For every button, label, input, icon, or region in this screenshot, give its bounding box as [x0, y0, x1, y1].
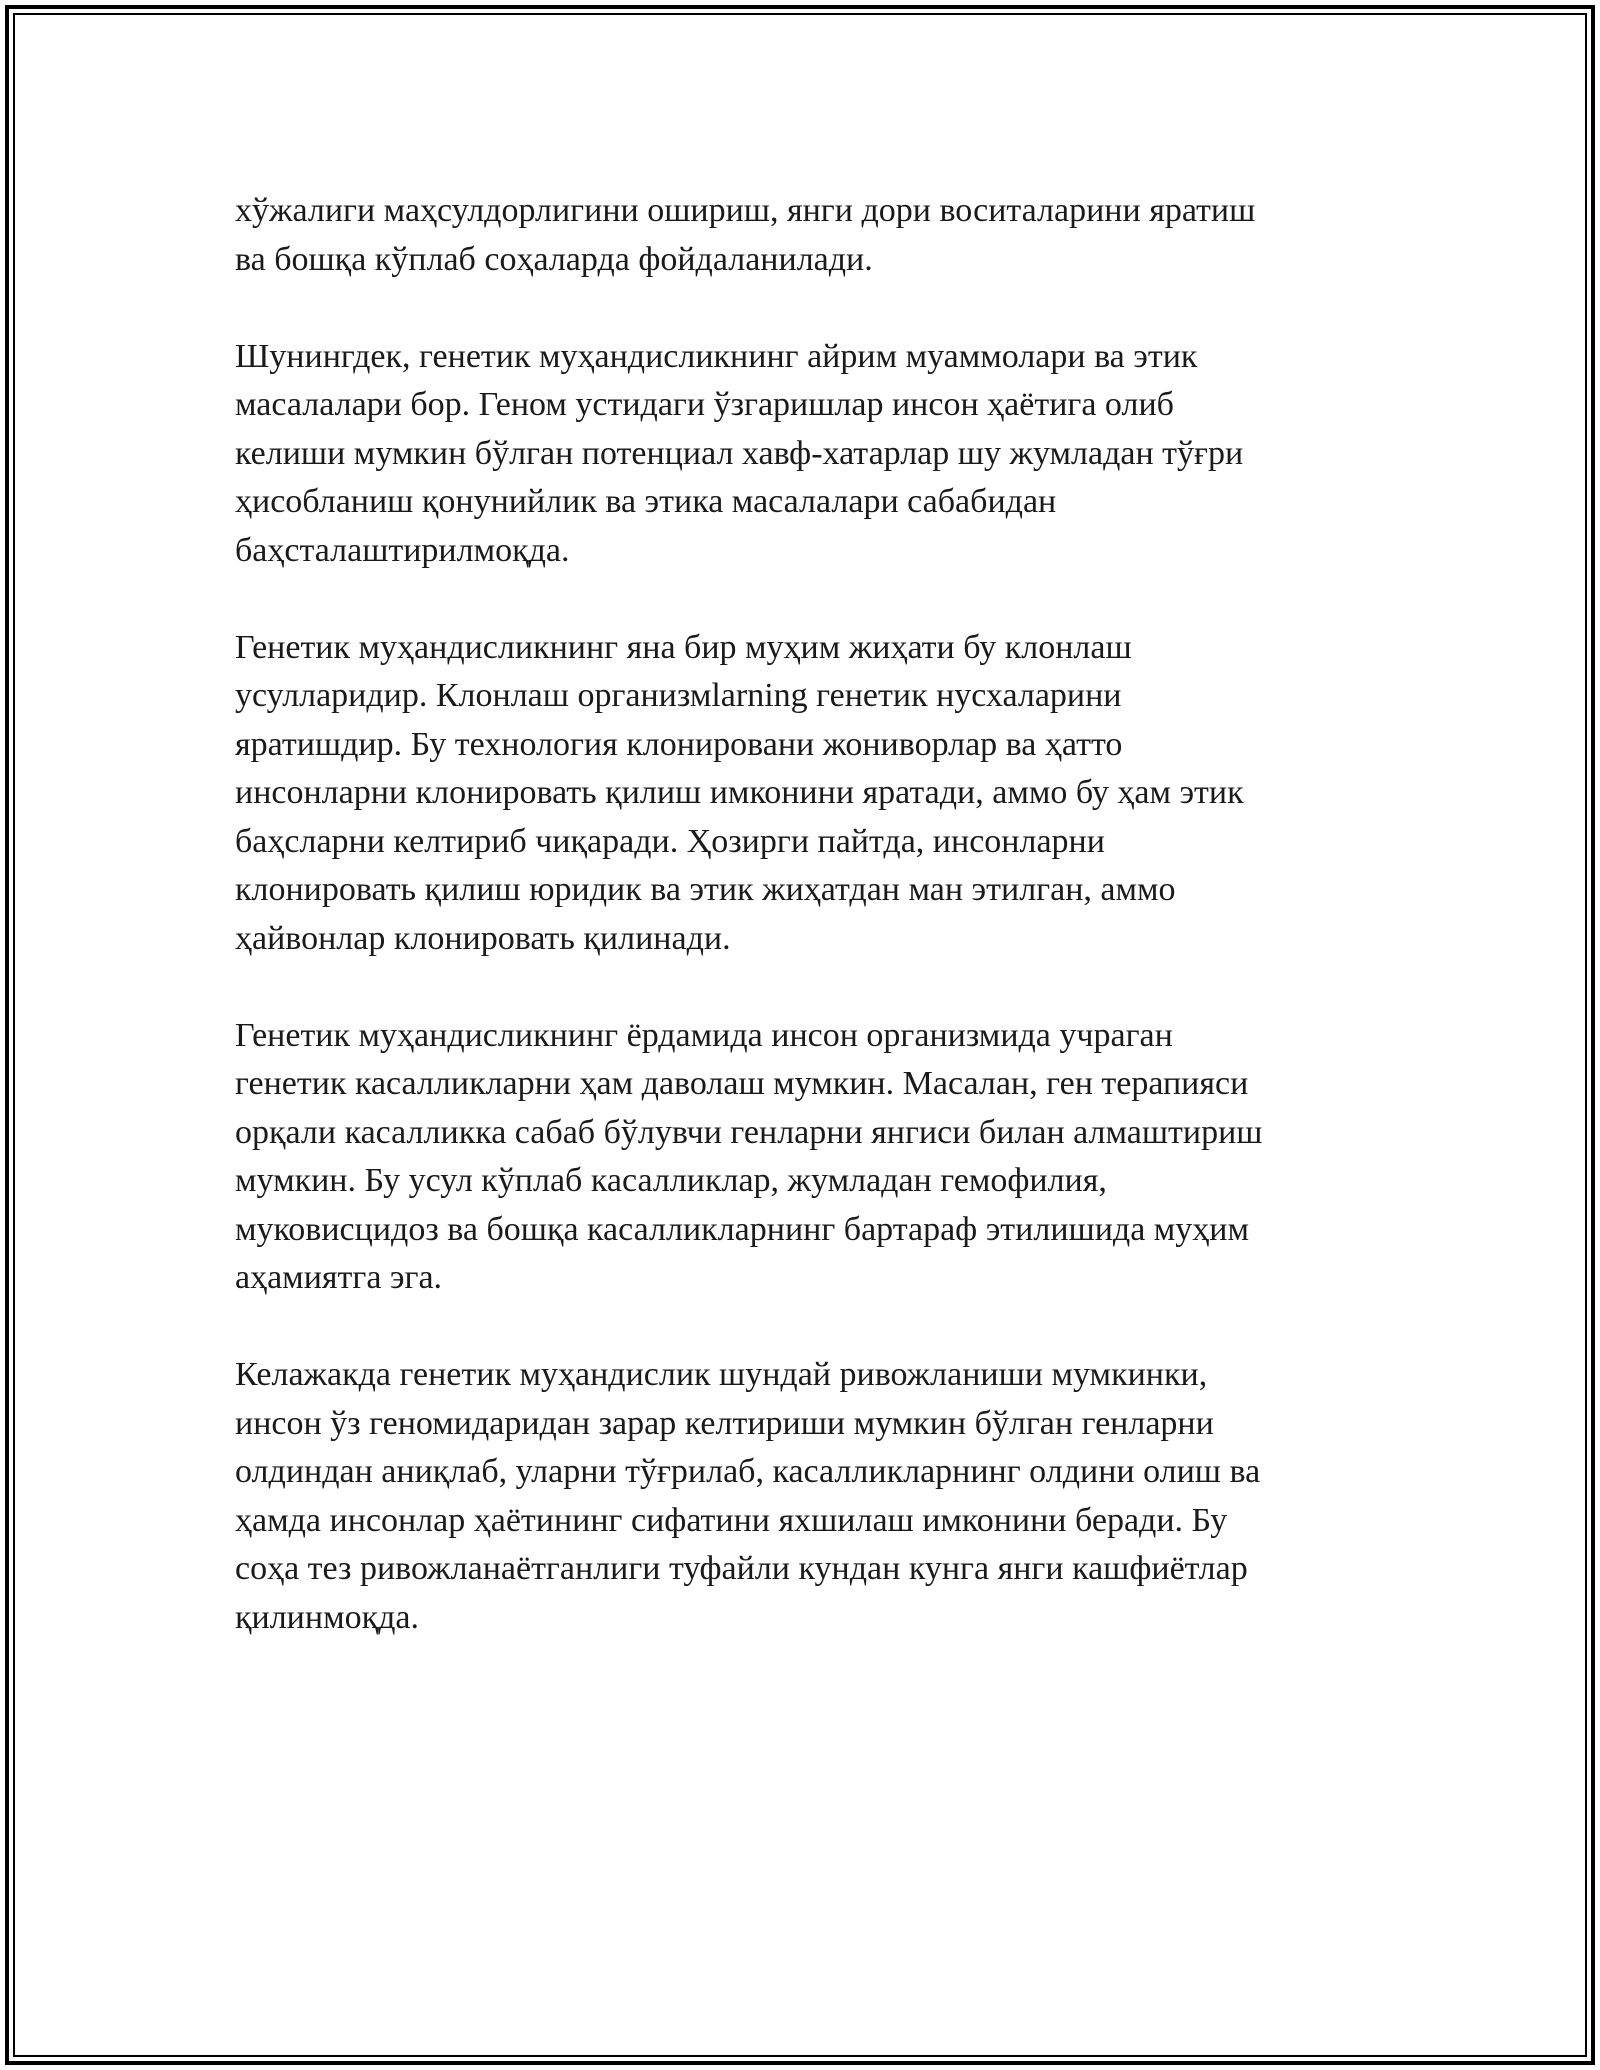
- paragraph-2: Шунингдек, генетик муҳандисликнинг айрим муаммолари ва этик масалалари бор. Геном устидаги ўзгаришлар инсон ҳаётига олиб келиши мумкин бўлган потенциал хавф-хатарлар шу жумладан тўғри ҳисобланиш қонунийлик ва этика масалалари сабабидан баҳсталаштирилмоқда.: [235, 337, 1244, 569]
- document-body: [235, 187, 1385, 1691]
- paragraph-4: Генетик муҳандисликнинг ёрдамида инсон организмида учраган генетик касалликларни ҳам даволаш мумкин. Масалан, ген терапияси орқали касалликка сабаб бўлувчи генларни янгиси билан алмаштириш мумкин. Бу усул кўплаб касалликлар, жумладан гемофилия, муковисцидоз ва бошқа касалликларнинг бартараф этилишида муҳим аҳамиятга эга.: [235, 1016, 1263, 1296]
- paragraph-3: Генетик муҳандисликнинг яна бир муҳим жиҳати бу клонлаш усулларидир. Клонлаш организмlarning генетик нусхаларини яратишдир. Бу технология клонировани жониворлар ва ҳатто инсонларни клонировать қилиш имконини яратади, аммо бу ҳам этик баҳсларни келтириб чиқаради. Ҳозирги пайтда, инсонларни клонировать қилиш юридик ва этик жиҳатдан ман этилган, аммо ҳайвонлар клонировать қилинади.: [235, 628, 1244, 957]
- paragraph-5: Келажакда генетик муҳандислик шундай ривожланиши мумкинки, инсон ўз геномидаридан зарар келтириши мумкин бўлган генларни олдиндан аниқлаб, уларни тўғрилаб, касалликларнинг олдини олиш ва ҳамда инсонлар ҳаётининг сифатини яхшилаш имконини беради. Бу соҳа тез ривожланаётганлиги туфайли кундан кунга янги кашфиётлар қилинмоқда.: [235, 1356, 1261, 1636]
- paragraph-1: хўжалиги маҳсулдорлигини ошириш, янги дори воситаларини яратиш ва бошқа кўплаб соҳаларда фойдаланилади.: [235, 192, 1256, 278]
